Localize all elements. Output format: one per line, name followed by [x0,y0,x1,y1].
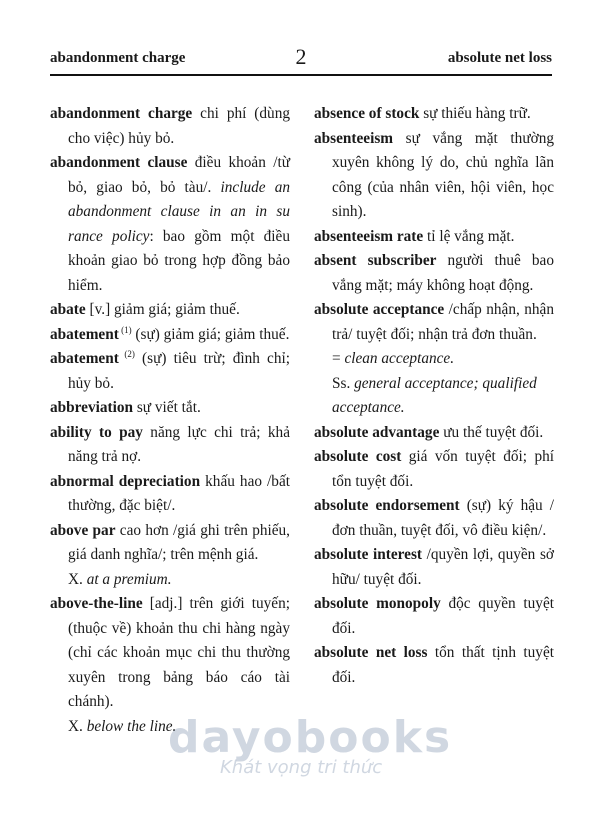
entry-definition: điều khoản /từ bỏ, giao bỏ, bỏ tàu/. [68,154,290,196]
dictionary-entry [50,421,290,470]
entry-definition: /quyền lợi, quyền sở hữu/ tuyệt đối. [332,546,554,588]
entry-definition: tỉ lệ vắng mặt. [423,227,515,245]
dictionary-entry [314,249,554,298]
entry-term: absolute endorsement [314,497,460,514]
dictionary-entry [50,347,290,396]
entry-sense-number: (2) [118,348,135,359]
dictionary-entry [314,592,554,641]
entry-term: absolute cost [314,448,402,465]
entry-term: abatement [50,350,119,367]
entry-definition: chi phí (dùng cho việc) hủy bỏ. [68,105,290,147]
cross-ref-term: clean acceptance. [344,350,455,367]
entry-definition-cont: : bao gồm một điều khoản giao bỏ trong hợp đồng bảo hiểm. [68,227,290,294]
entry-term: abandonment clause [50,154,188,171]
dictionary-entry [314,298,554,347]
entry-sense-number: (1) [118,324,132,335]
entry-definition: sự thiếu hàng trữ. [419,105,531,122]
entry-definition: tổn thất tịnh tuyệt đối. [332,644,554,686]
entry-definition: (sự) ký hậu /đơn thuần, tuyệt đối, vô điều kiện/. [332,497,554,539]
entry-cross-reference [314,347,554,372]
dictionary-entry [314,543,554,592]
header-guide-word-right: absolute net loss [447,50,552,66]
entry-term: absenteeism rate [314,227,424,245]
dictionary-entry [314,445,554,494]
watermark [168,712,468,778]
entry-example: include an abandonment clause in an in su rance policy [68,178,290,245]
dictionary-entry [314,641,554,690]
dictionary-entry [50,151,290,298]
entry-term: abnormal depreciation [50,472,201,490]
dictionary-entry [50,470,290,519]
entry-term: absolute advantage [314,423,440,441]
entry-definition: (sự) tiêu trừ; đình chỉ; hủy bỏ. [68,350,290,392]
cross-ref-term: general acceptance; qualified acceptance. [332,374,537,416]
entry-definition: khấu hao /bất thường, đặc biệt/. [68,472,290,514]
entry-definition: /chấp nhận, nhận trả/ tuyệt đối; nhận trả đơn thuần. [332,301,554,343]
dictionary-entry [50,298,290,323]
entry-term: abandonment charge [50,105,193,122]
cross-ref-prefix: Ss. [332,374,355,392]
dictionary-entry [314,102,554,127]
entry-term: abbreviation [50,399,134,416]
header-guide-word-left: abandonment charge [50,50,186,66]
entry-term: above-the-line [50,595,143,612]
cross-ref-prefix: X. [68,570,87,588]
entry-cross-reference [50,568,290,593]
entry-term: absence of stock [314,105,420,122]
cross-ref-term: below the line. [86,717,177,735]
left-column [50,102,290,739]
entry-term: above par [50,521,116,539]
dictionary-entry [314,494,554,543]
entry-definition: giá vốn tuyệt đối; phí tổn tuyệt đối. [332,448,554,490]
cross-ref-term: at a premium. [86,570,172,588]
entry-definition: ưu thế tuyệt đối. [439,423,544,441]
entry-definition: người thuê bao vắng mặt; máy không hoạt động. [332,252,554,294]
entry-term: abatement [50,325,119,343]
dictionary-entry [314,127,554,225]
entry-cross-reference [314,372,554,421]
watermark-slogan: Khát vọng tri thức [220,757,383,778]
entry-definition: (sự) giảm giá; giảm thuế. [131,325,290,343]
entry-term: absenteeism [314,129,394,147]
entry-definition: sự viết tắt. [133,399,201,416]
page-number: 2 [295,44,307,69]
dictionary-entry [50,102,290,151]
dictionary-entry [50,592,290,715]
entry-definition: năng lực chi trả; khả năng trả nợ. [68,423,290,465]
entry-term: ability to pay [50,423,143,441]
dictionary-entry [50,323,290,348]
entry-term: absolute monopoly [314,595,441,612]
entry-term: absent subscriber [314,252,437,269]
entry-term: absolute acceptance [314,301,445,318]
entry-definition: [adj.] trên giới tuyến; (thuộc về) khoản thu chi hàng ngày (chỉ các khoản mục chi thu thường xuyên trong bảng báo cáo tài chánh). [68,595,290,710]
entry-term: absolute interest [314,546,423,563]
cross-ref-prefix: X. [68,717,87,735]
cross-ref-prefix: = [332,350,345,367]
entry-term: abate [50,301,86,318]
watermark-brand: dayobooks [168,712,453,763]
header-rule [50,74,552,76]
dictionary-entry [50,519,290,568]
dictionary-entry [314,421,554,446]
page-header [50,46,552,74]
entry-definition: sự vắng mặt thường xuyên không lý do, chủ nghĩa lãn công (của nhân viên, hội viên, học sinh). [332,129,554,220]
entry-definition: cao hơn /giá ghi trên phiếu, giá danh nghĩa/; trên mệnh giá. [68,521,291,563]
entry-definition: [v.] giảm giá; giảm thuế. [85,301,240,318]
dictionary-entry [314,225,554,250]
entry-definition: độc quyền tuyệt đối. [332,595,554,637]
dictionary-entry [50,396,290,421]
right-column [314,102,554,690]
entry-term: absolute net loss [314,644,428,661]
